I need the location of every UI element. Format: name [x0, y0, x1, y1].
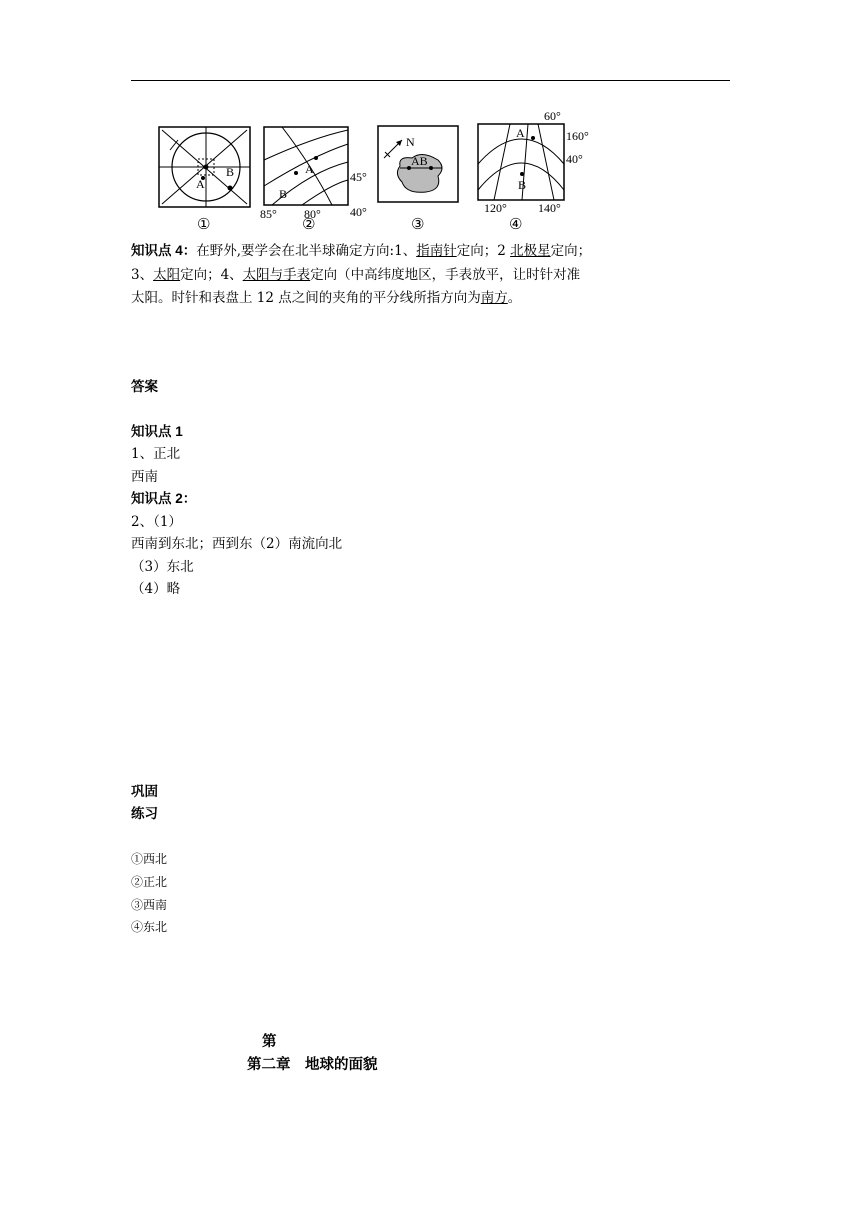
figure-1-label: ① [197, 215, 211, 233]
fig4-point-a: A [516, 126, 525, 140]
kp4-answer-sun-watch: 太阳与手表 [242, 267, 311, 283]
fig1-point-a: A [196, 177, 205, 191]
figure-2-latlon-grid [260, 126, 382, 221]
fig4-lon-120: 120° [484, 201, 507, 215]
fig4-lon-160: 160° [566, 129, 589, 143]
figure-1-compass-grid [158, 126, 252, 210]
fig2-point-b: B [279, 187, 288, 201]
fig3-ab-label: AB [411, 154, 428, 168]
kp2-answer-1: 2、（1） [131, 514, 182, 530]
fig2-lat-40: 40° [350, 205, 367, 219]
fig1-point-b: B [226, 165, 235, 179]
kp2-answer-4: （4）略 [131, 581, 181, 597]
kp2-answer-3: （3）东北 [131, 559, 194, 575]
kp4-answer-sun: 太阳 [153, 267, 181, 283]
answers-title: 答案 [131, 379, 158, 394]
kp2-answer-2: 西南到东北；西到东（2）南流向北 [131, 536, 343, 552]
fig2-lat-45: 45° [350, 170, 367, 184]
kp4-answer-polaris: 北极星 [510, 243, 551, 259]
figure-3-island-map [376, 124, 460, 206]
fig4-lon-140: 140° [538, 201, 561, 215]
fig2-lon-85: 85° [260, 207, 277, 221]
kp1-title: 知识点 1 [131, 424, 183, 439]
kp2-title: 知识点 2： [131, 491, 197, 506]
direction-figures [158, 106, 608, 238]
kp4-line-2: 3、太阳定向；4、太阳与手表定向（中高纬度地区，手表放平，让时针对准 [131, 267, 581, 283]
figure-4-polar-grid [476, 106, 608, 214]
practice-title-2: 练习 [131, 806, 158, 821]
figure-2-label: ② [302, 215, 316, 233]
practice-answer-1: ①西北 [131, 852, 168, 866]
fig2-lon-80: 80° [304, 207, 321, 221]
practice-answer-2: ②正北 [131, 875, 168, 889]
practice-title-1: 巩固 [131, 784, 158, 799]
fig4-lat-60: 60° [544, 109, 561, 123]
chapter-title: 第二章 地球的面貌 [247, 1057, 378, 1073]
figure-3-label: ③ [411, 215, 425, 233]
fig4-lat-40: 40° [566, 152, 583, 166]
fig4-point-b: B [518, 178, 527, 192]
kp4-line-3: 太阳。时针和表盘上 12 点之间的夹角的平分线所指方向为南方。 [131, 290, 522, 306]
kp1-answer-2: 西南 [131, 469, 158, 485]
practice-answer-4: ④东北 [131, 920, 168, 934]
chapter-prefix: 第 [262, 1034, 277, 1050]
top-rule [131, 80, 730, 81]
figure-4-label: ④ [509, 215, 523, 233]
fig2-point-a: A [305, 162, 314, 176]
kp4-line-1: 知识点 4：在野外,要学会在北半球确定方向:1、指南针定向；2 北极星定向； [131, 243, 592, 259]
kp4-label: 知识点 4： [131, 243, 197, 258]
practice-answer-3: ③西南 [131, 898, 168, 912]
kp4-answer-south: 南方 [480, 290, 508, 306]
kp1-answer-1: 1、正北 [131, 446, 181, 462]
fig3-north-label: N [406, 135, 415, 149]
kp4-answer-compass: 指南针 [416, 243, 457, 259]
